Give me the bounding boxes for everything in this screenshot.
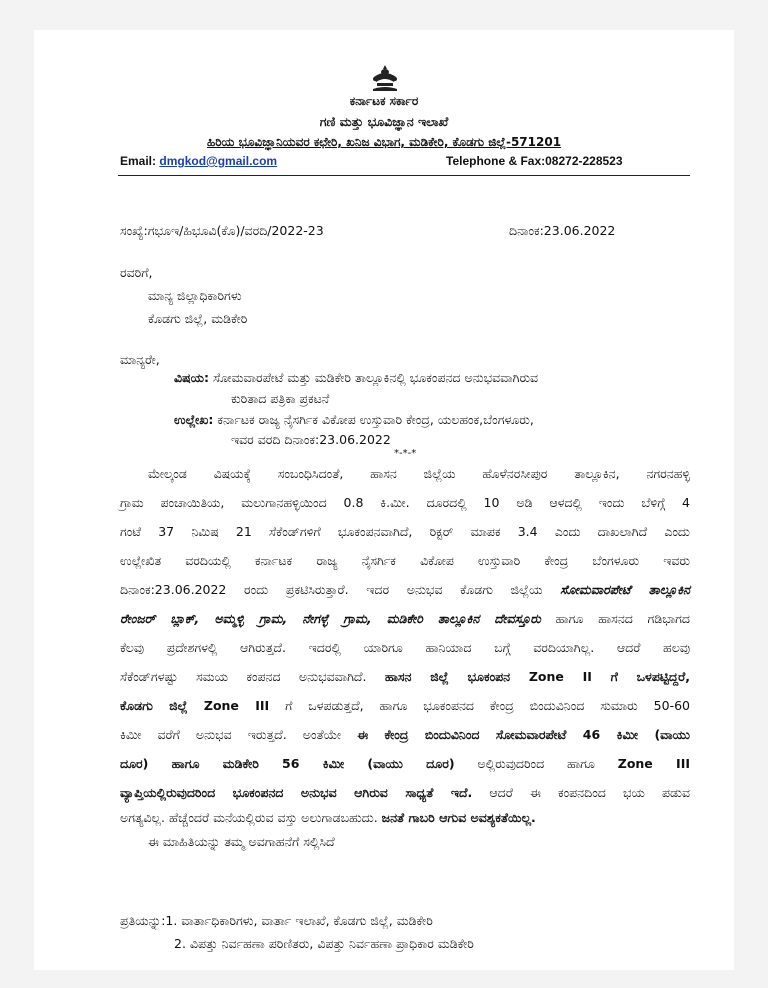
department-title: ಗಣಿ ಮತ್ತು ಭೂವಿಜ್ಞಾನ ಇಲಾಖೆ (319, 114, 449, 129)
body-text: ಗೆ ಒಳಪಡುತ್ತದೆ, ಹಾಗೂ ಭೂಕಂಪನದ ಕೇಂದ್ರ ಬಿಂದುವಿನಿಂದ ಸುಮಾರು 50-60 (269, 698, 690, 713)
body-text: ಆದರೆ ಈ ಕಂಪನದಿಂದ ಭಯ ಪಡುವ (472, 785, 690, 800)
body-text: ಹಾಗೂ ಹಾಸನದ ಗಡಿಭಾಗದ (540, 611, 690, 626)
reference-label: ಉಲ್ಲೇಖ: (174, 412, 214, 427)
copy-to-line-1: ಪ್ರತಿಯನ್ನು:1. ವಾರ್ತಾಧಿಕಾರಿಗಳು, ವಾರ್ತಾ ಇಲಾಖೆ, ಕೊಡಗು ಜಿಲ್ಲೆ, ಮಡಿಕೇರಿ (120, 913, 433, 928)
govt-title: ಕರ್ನಾಟಕ ಸರ್ಕಾರ (349, 94, 419, 108)
salutation: ಮಾನ್ಯರೇ, (120, 352, 160, 367)
body-emphasis: ಕೊಡಗು ಜಿಲ್ಲೆ Zone III (120, 698, 270, 713)
separator: *-*-* (394, 448, 417, 459)
body-text: ಅಗತ್ಯವಿಲ್ಲ. ಹೆಚ್ಚೆಂದರೆ ಮನೆಯಲ್ಲಿರುವ ವಸ್ತು ಅಲುಗಾಡಬಹುದು. (120, 810, 382, 825)
body-text: ಅಲ್ಲಿರುವುದರಿಂದ ಹಾಗೂ (454, 756, 618, 771)
body-line-12 (120, 785, 690, 801)
body-line-8 (120, 669, 690, 685)
reference-line-1 (174, 412, 534, 428)
reference-line-2: ಇವರ ವರದಿ ದಿನಾಂಕ:23.06.2022 (231, 432, 391, 447)
header-divider (118, 175, 690, 176)
subject-line-1 (174, 370, 538, 386)
phone-line: Telephone & Fax:08272-228523 (446, 154, 623, 168)
body-line-2: ಗ್ರಾಮ ಪಂಚಾಯಿತಿಯ, ಮಲುಗಾನಹಳ್ಳಿಯಿಂದ 0.8 ಕಿ.ಮೀ. ದೂರದಲ್ಲಿ 10 ಅಡಿ ಆಳದಲ್ಲಿ ಇಂದು ಬೆಳಿಗ್ಗೆ 4 (120, 495, 690, 510)
copy-to-line-2: 2. ವಿಪತ್ತು ನಿರ್ವಹಣಾ ಪರಿಣಿತರು, ವಿಪತ್ತು ನಿರ್ವಹಣಾ ಪ್ರಾಧಿಕಾರ ಮಡಿಕೇರಿ (174, 936, 474, 951)
body-emphasis: ಸೋಮವಾರಪೇಟೆ ತಾಲ್ಲೂಕಿನ (560, 582, 691, 597)
body-emphasis: ಜನತೆ ಗಾಬರಿ ಆಗುವ ಅವಶ್ಯಕತೆಯಿಲ್ಲ. (381, 810, 536, 825)
body-emphasis: ವ್ಯಾಪ್ತಿಯಲ್ಲಿರುವುದರಿಂದ ಭೂಕಂಪನದ ಅನುಭವ ಆಗಿರುವ ಸಾಧ್ಯತೆ ಇದೆ. (120, 785, 473, 800)
body-line-4: ಉಲ್ಲೇಖಿತ ವರದಿಯಲ್ಲಿ ಕರ್ನಾಟಕ ರಾಜ್ಯ ನೈಸರ್ಗಿಕ ವಿಕೋಪ ಉಸ್ತುವಾರಿ ಕೇಂದ್ರ ಬೆಂಗಳೂರು ಇವರು (120, 553, 690, 568)
reference-number: ಸಂಖ್ಯೆ:ಗಭೂಇ/ಹಿಭೂವಿ(ಕೊ)/ವರದಿ/2022-23 (120, 223, 324, 238)
body-line-3: ಗಂಟೆ 37 ನಿಮಿಷ 21 ಸೆಕೆಂಡ್‌ಗಳಿಗೆ ಭೂಕಂಪನವಾಗಿದೆ, ರಿಕ್ಟರ್ ಮಾಪಕ 3.4 ಎಂದು ದಾಖಲಾಗಿದೆ ಎಂದು (120, 524, 690, 539)
subject-label: ವಿಷಯ: (174, 370, 209, 385)
closing-line: ಈ ಮಾಹಿತಿಯನ್ನು ತಮ್ಮ ಅವಗಾಹನೆಗೆ ಸಲ್ಲಿಸಿದೆ (148, 834, 335, 849)
body-line-6 (120, 611, 690, 627)
office-address: ಹಿರಿಯ ಭೂವಿಜ್ಞಾನಿಯವರ ಕಛೇರಿ, ಖನಿಜ ವಿಭಾಗ, ಮಡಿಕೇರಿ, ಕೊಡಗು ಜಿಲ್ಲೆ-571201 (206, 135, 562, 149)
body-emphasis: ಹಾಸನ ಜಿಲ್ಲೆ ಭೂಕಂಪನ Zone II ಗೆ ಒಳಪಟ್ಟಿದ್ದರೆ, (384, 669, 690, 684)
subject-text-1: ಸೋಮವಾರಪೇಟೆ ಮತ್ತು ಮಡಿಕೇರಿ ತಾಲ್ಲೂಕಿನಲ್ಲಿ ಭೂಕಂಪನದ ಅನುಭವವಾಗಿರುವ (212, 370, 539, 385)
body-line-7: ಕೆಲವು ಪ್ರದೇಶಗಳಲ್ಲಿ ಆಗಿರುತ್ತದೆ. ಇದರಲ್ಲಿ ಯಾರಿಗೂ ಹಾನಿಯಾದ ಬಗ್ಗೆ ವರದಿಯಾಗಿಲ್ಲ. ಆದರೆ ಹಲವು (120, 640, 690, 655)
body-line-13 (120, 810, 690, 826)
letter-date: ದಿನಾಂಕ:23.06.2022 (509, 223, 616, 238)
addressee-line-1: ಮಾನ್ಯ ಜಿಲ್ಲಾಧಿಕಾರಿಗಳು (148, 288, 242, 303)
reference-text-1: ಕರ್ನಾಟಕ ರಾಜ್ಯ ನೈಸರ್ಗಿಕ ವಿಕೋಪ ಉಸ್ತುವಾರಿ ಕೇಂದ್ರ, ಯಲಹಂಕ,ಬೆಂಗಳೂರು, (217, 412, 534, 427)
karnataka-emblem-icon (368, 63, 402, 93)
body-text: ಸೆಕೆಂಡ್‌ಗಳಷ್ಟು ಸಮಯ ಕಂಪನದ ಅನುಭವವಾಗಿದೆ. (120, 669, 385, 684)
body-line-5 (120, 582, 690, 598)
body-text: ದಿನಾಂಕ:23.06.2022 ರಂದು ಪ್ರಕಟಿಸಿರುತ್ತಾರೆ. ಇದರ ಅನುಭವ ಕೊಡಗು ಜಿಲ್ಲೆಯ (120, 582, 561, 597)
letter-page (34, 30, 734, 970)
email-label: Email: (120, 154, 160, 168)
email-line (120, 154, 277, 168)
body-line-11 (120, 756, 690, 772)
addressee-line-2: ಕೊಡಗು ಜಿಲ್ಲೆ, ಮಡಿಕೇರಿ (148, 311, 248, 326)
body-emphasis: Zone III (617, 756, 690, 771)
subject-line-2: ಕುರಿತಾದ ಪತ್ರಿಕಾ ಪ್ರಕಟನೆ (231, 391, 330, 406)
body-text: ಕಿಮೀ ವರೆಗೆ ಅನುಭವ ಇರುತ್ತದೆ. ಅಂತೆಯೇ (120, 727, 358, 742)
email-link[interactable]: dmgkod@gmail.com (159, 154, 278, 168)
body-line-1: ಮೇಲ್ಕಂಡ ವಿಷಯಕ್ಕೆ ಸಂಬಂಧಿಸಿದಂತೆ, ಹಾಸನ ಜಿಲ್ಲೆಯ ಹೊಳೆನರಸೀಪುರ ತಾಲ್ಲೂಕಿನ, ನಗರನಹಳ್ಳಿ (148, 466, 690, 481)
body-emphasis: ರೇಂಜರ್ ಬ್ಲಾಕ್, ಅಮ್ಮಳ್ಳಿ ಗ್ರಾಮ, ನೇಗಳ್ಳೆ ಗ್ರಾಮ, ಮಡಿಕೇರಿ ತಾಲ್ಲೂಕಿನ ದೇವಸ್ತೂರು (120, 611, 541, 626)
body-emphasis: ದೂರ) ಹಾಗೂ ಮಡಿಕೇರಿ 56 ಕಿಮೀ (ವಾಯು ದೂರ) (120, 756, 455, 771)
recipient-heading: ರವರಿಗೆ, (120, 265, 153, 280)
body-line-10 (120, 727, 690, 743)
body-emphasis: ಈ ಕೇಂದ್ರ ಬಿಂದುವಿನಿಂದ ಸೋಮವಾರಪೇಟೆ 46 ಕಿಮೀ (ವಾಯು (357, 727, 690, 742)
body-line-9 (120, 698, 690, 714)
